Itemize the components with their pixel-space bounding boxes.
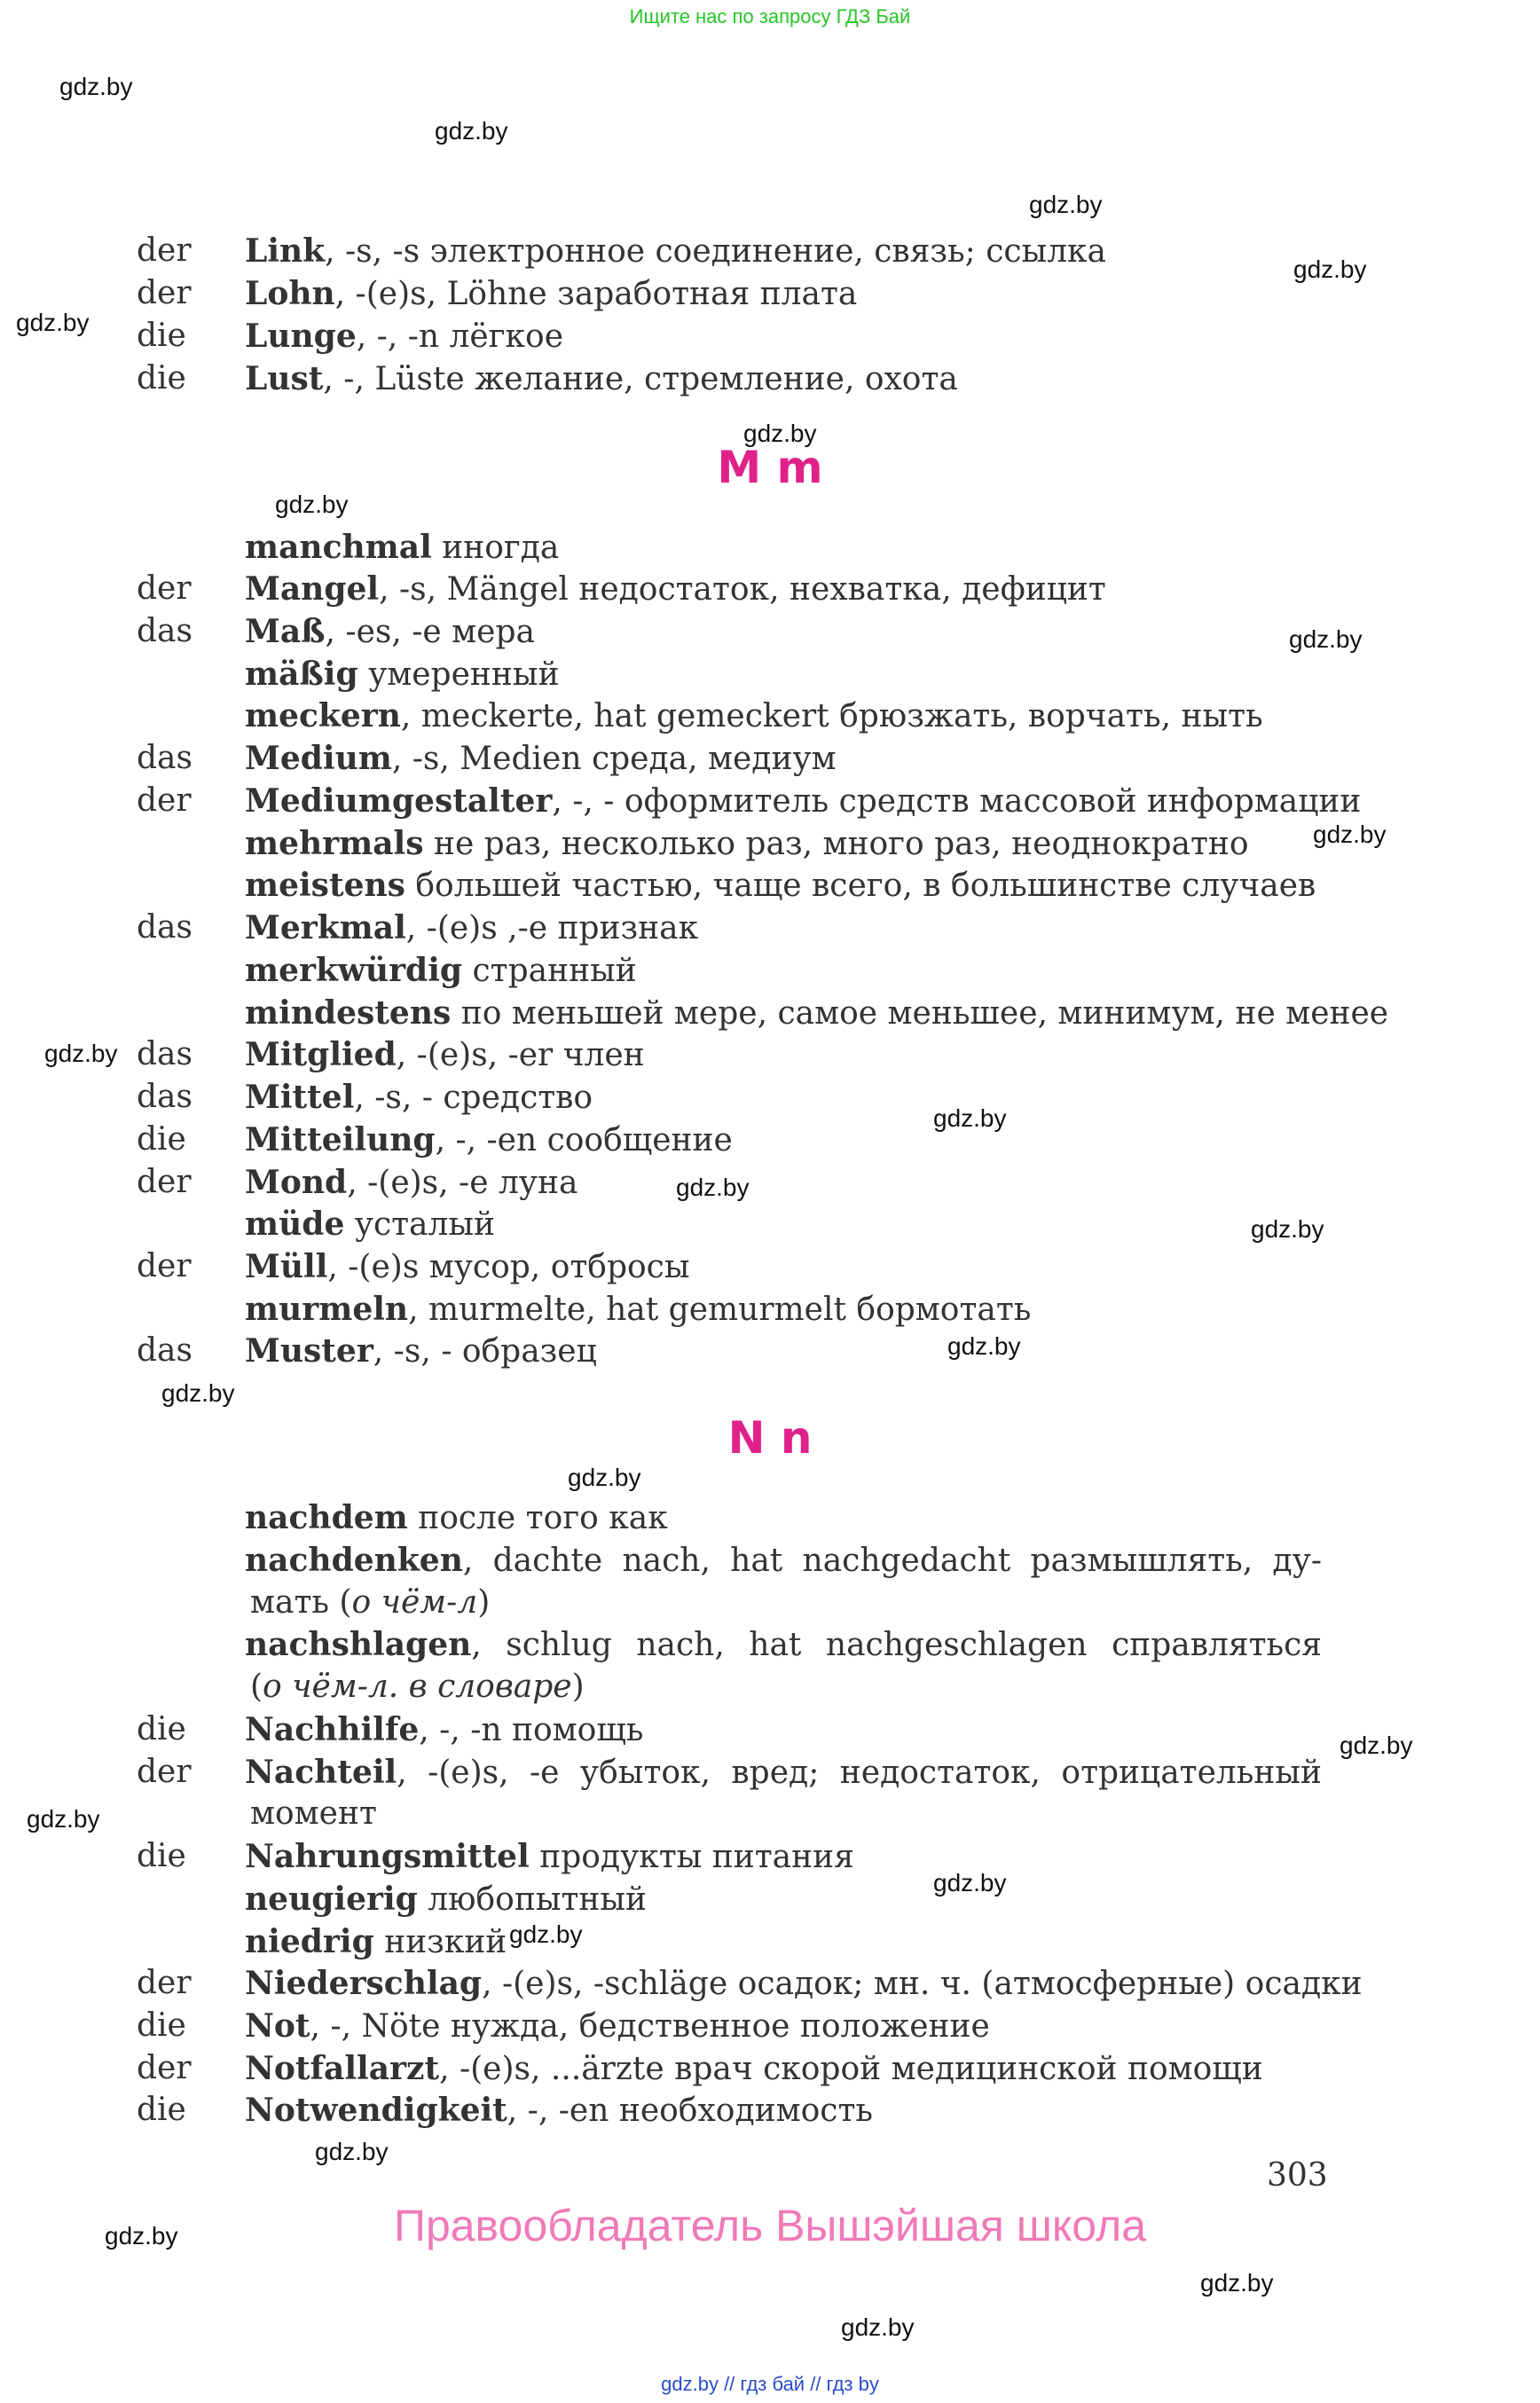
entry-article: der <box>137 232 192 269</box>
entry-definition: большей частью, чаще всего, в большинстве случаев <box>405 868 1316 904</box>
entry-definition: , -(e)s, -e убыток, вред; недостаток, отрицательный <box>397 1755 1322 1791</box>
entry-definition: , -s, - средство <box>354 1080 593 1116</box>
watermark: gdz.by <box>161 1379 235 1407</box>
entry-article: die <box>137 2007 186 2044</box>
entry-definition: усталый <box>344 1206 496 1243</box>
entry-definition: , -, - оформитель средств массовой информации <box>552 783 1362 820</box>
entry-definition: странный <box>462 953 637 989</box>
entry-definition: , -s, Medien среда, медиум <box>391 741 837 777</box>
entry-definition: , murmelte, hat gemurmelt бормотать <box>408 1292 1032 1328</box>
entry-definition: , -(e)s ,-e признак <box>405 910 699 946</box>
entry-headword: merkwürdig <box>245 952 463 989</box>
entry-headword: Notwendigkeit <box>245 2092 507 2129</box>
entry-definition: , -(e)s, -er член <box>396 1037 645 1073</box>
entry-definition: по меньшей мере, самое меньшее, минимум, не менее <box>451 995 1389 1032</box>
entry-article: das <box>137 740 192 776</box>
entry-article: der <box>137 275 192 311</box>
entry-headword: murmeln <box>245 1291 409 1328</box>
watermark: gdz.by <box>947 1332 1021 1360</box>
entry-headword: mindestens <box>245 994 452 1032</box>
entry-definition: , -s, - образец <box>373 1333 597 1370</box>
footer-links[interactable]: gdz.by // гдз бай // гдз by <box>661 2373 879 2395</box>
entry-headword: Notfallarzt <box>245 2050 440 2087</box>
watermark: gdz.by <box>1293 255 1367 283</box>
entry-article: die <box>137 1838 186 1874</box>
entry-headword: Maß <box>245 613 326 650</box>
entry-headword: mäßig <box>245 656 358 693</box>
entry-definition: , -es, -e мера <box>325 614 535 650</box>
entry-article: das <box>137 613 192 649</box>
watermark: gdz.by <box>933 1104 1007 1132</box>
entry-definition: низкий <box>373 1924 507 1960</box>
entry-headword: Medium <box>245 740 392 777</box>
entry-headword: müde <box>245 1205 345 1243</box>
entry-definition: , -, -n помощь <box>419 1712 644 1748</box>
entry-headword: Mond <box>245 1164 348 1201</box>
entry-definition: , -(e)s, ...ärzte врач скорой медицинской помощи <box>439 2051 1263 2087</box>
entry-headword: Link <box>245 232 326 270</box>
entry-headword: Nahrungsmittel <box>245 1838 530 1875</box>
entry-continuation: момент <box>250 1795 377 1832</box>
entry-article: die <box>137 360 186 397</box>
entry-continuation-italic: о чём-л <box>351 1584 478 1621</box>
watermark: gdz.by <box>568 1464 641 1491</box>
entry-article: das <box>137 909 192 946</box>
watermark: gdz.by <box>1200 2269 1274 2297</box>
entry-continuation-end: ) <box>477 1584 491 1621</box>
page-number: 303 <box>1267 2157 1328 2194</box>
watermark: gdz.by <box>1029 191 1103 218</box>
entry-article: das <box>137 1036 192 1072</box>
entry-headword: Müll <box>245 1248 328 1285</box>
watermark: gdz.by <box>1313 821 1387 848</box>
entry-definition: , -(e)s, -schläge осадок; мн. ч. (атмосферные) осадки <box>482 1966 1363 2002</box>
entry-headword: Muster <box>245 1332 373 1370</box>
entry-headword: nachdem <box>245 1499 408 1536</box>
watermark: gdz.by <box>743 420 817 447</box>
watermark: gdz.by <box>275 491 349 518</box>
entry-article: der <box>137 1965 192 2001</box>
entry-article: die <box>137 318 186 354</box>
entry-headword: Niederschlag <box>245 1965 483 2002</box>
entry-headword: Lohn <box>245 275 335 312</box>
entry-headword: mehrmals <box>245 825 424 862</box>
entry-article: die <box>137 1711 186 1747</box>
watermark: gdz.by <box>435 117 508 145</box>
entry-definition: после того как <box>407 1500 668 1536</box>
entry-headword: Mittel <box>245 1079 355 1116</box>
watermark: gdz.by <box>841 2313 915 2341</box>
entry-headword: neugierig <box>245 1881 418 1918</box>
entry-headword: meistens <box>245 867 405 904</box>
entry-definition: , -(e)s мусор, отбросы <box>327 1249 690 1285</box>
entry-continuation-end: ) <box>571 1669 585 1705</box>
entry-article: der <box>137 782 192 819</box>
entry-headword: Lust <box>245 360 324 397</box>
entry-article: die <box>137 2092 186 2128</box>
entry-article: der <box>137 1248 192 1284</box>
entry-article: der <box>137 2050 192 2086</box>
entry-definition: продукты питания <box>529 1839 854 1875</box>
entry-definition: , -, Nöte нужда, бедственное положение <box>310 2008 990 2045</box>
entry-definition: не раз, несколько раз, много раз, неоднократно <box>423 826 1249 862</box>
entry-definition: , -(e)s, Löhne заработная плата <box>334 276 858 312</box>
letter-heading-m: M m <box>717 442 823 493</box>
entry-article: die <box>137 1121 186 1158</box>
entry-definition: , -, -n лёгкое <box>356 318 563 355</box>
entry-definition: , -s, -s электронное соединение, связь; ссылка <box>325 233 1107 270</box>
entry-headword: nachdenken <box>245 1542 463 1579</box>
watermark: gdz.by <box>44 1040 118 1067</box>
entry-headword: meckern <box>245 697 401 734</box>
entry-headword: nachshlagen <box>245 1626 472 1663</box>
entry-headword: Nachhilfe <box>245 1711 420 1748</box>
watermark: gdz.by <box>59 73 133 100</box>
entry-headword: niedrig <box>245 1923 374 1960</box>
top-banner: Ищите нас по запросу ГДЗ Бай <box>629 5 911 27</box>
entry-article: der <box>137 1164 192 1200</box>
entry-headword: Merkmal <box>245 909 406 946</box>
entry-article: das <box>137 1332 192 1369</box>
entry-article: der <box>137 1754 192 1790</box>
watermark: gdz.by <box>676 1174 750 1201</box>
entry-definition: , dachte nach, hat nachgedacht размышлять, ду- <box>462 1543 1322 1579</box>
letter-heading-n: N n <box>727 1412 813 1464</box>
entry-headword: Mitteilung <box>245 1121 436 1158</box>
entry-definition: , -, Lüste желание, стремление, охота <box>323 361 958 397</box>
watermark: gdz.by <box>1340 1732 1413 1759</box>
watermark: gdz.by <box>1251 1215 1324 1243</box>
watermark: gdz.by <box>509 1920 583 1948</box>
entry-definition: , meckerte, hat gemeckert брюзжать, ворчать, ныть <box>400 698 1263 734</box>
entry-definition: иногда <box>431 530 560 566</box>
entry-headword: Mangel <box>245 570 380 608</box>
watermark: gdz.by <box>16 309 90 336</box>
entry-definition: , -s, Mängel недостаток, нехватка, дефицит <box>379 571 1106 608</box>
entry-article: der <box>137 570 192 607</box>
entry-headword: Not <box>245 2007 310 2045</box>
entry-headword: Nachteil <box>245 1754 397 1791</box>
entry-headword: Mediumgestalter <box>245 782 553 820</box>
watermark: gdz.by <box>933 1869 1007 1896</box>
copyright-notice: Правообладатель Вышэйшая школа <box>394 2201 1146 2250</box>
entry-headword: Mitglied <box>245 1036 397 1073</box>
entry-continuation: мать ( <box>250 1584 352 1621</box>
watermark: gdz.by <box>315 2138 389 2165</box>
entry-definition: , schlug nach, hat nachgeschlagen справляться <box>471 1627 1322 1663</box>
entry-definition: умеренный <box>358 656 560 693</box>
entry-continuation: ( <box>250 1669 263 1705</box>
entry-headword: Lunge <box>245 318 357 355</box>
entry-headword: manchmal <box>245 529 432 566</box>
entry-definition: , -, -en необходимость <box>507 2093 873 2129</box>
entry-definition: любопытный <box>417 1881 648 1918</box>
entry-continuation-italic: о чём-л. в словаре <box>263 1669 572 1705</box>
entry-definition: , -, -en сообщение <box>435 1122 733 1158</box>
watermark: gdz.by <box>1289 625 1363 653</box>
watermark: gdz.by <box>27 1805 100 1833</box>
entry-definition: , -(e)s, -e луна <box>347 1165 578 1201</box>
entry-article: das <box>137 1079 192 1115</box>
watermark: gdz.by <box>105 2222 178 2250</box>
